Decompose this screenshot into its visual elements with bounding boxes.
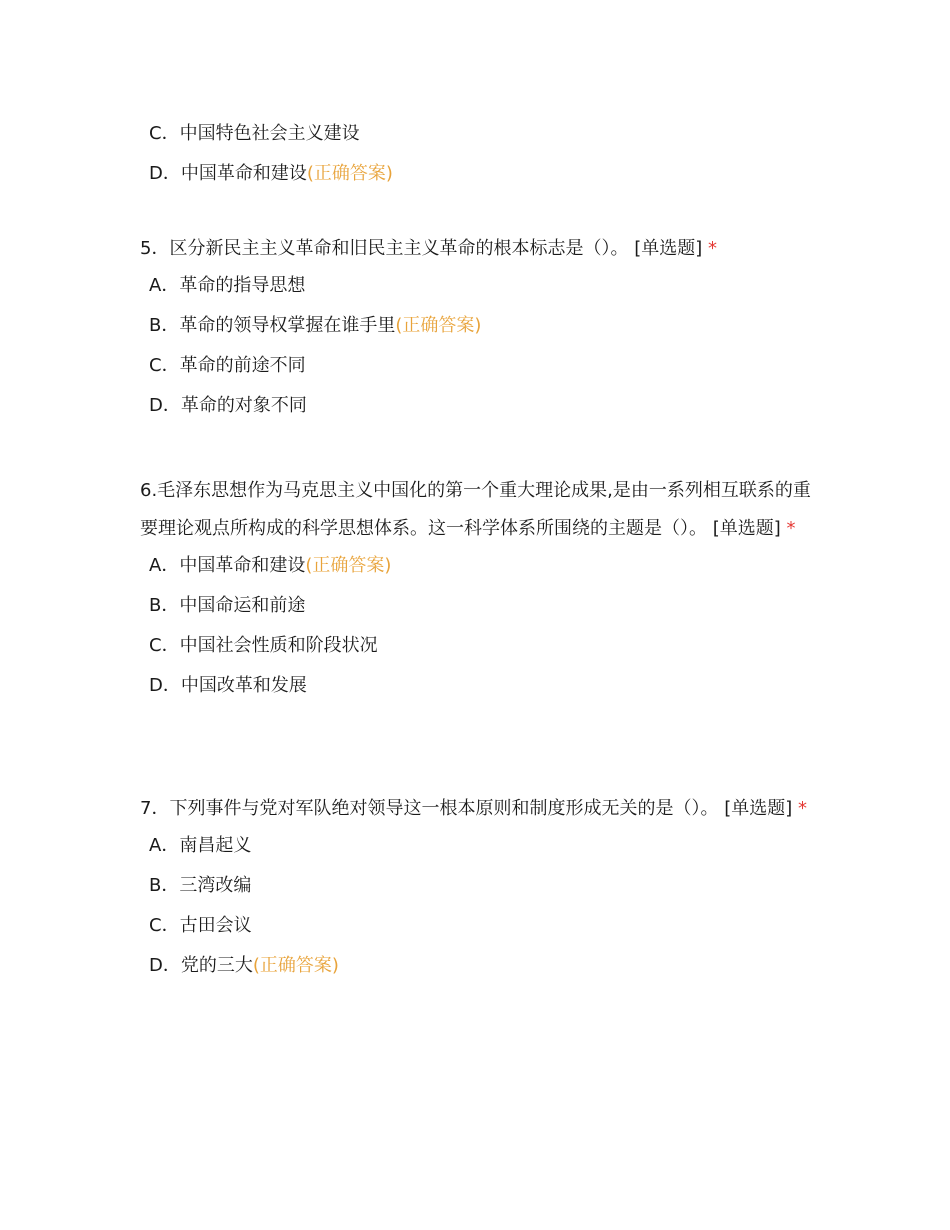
option-text: 中国改革和发展 bbox=[180, 675, 307, 696]
option-d bbox=[140, 674, 820, 714]
correct-answer-tag: (正确答案) bbox=[306, 163, 393, 184]
option-letter: A． bbox=[149, 275, 180, 296]
question-7 bbox=[140, 790, 820, 994]
option-d bbox=[140, 394, 820, 434]
option-text: 中国社会性质和阶段状况 bbox=[179, 635, 378, 656]
option-b bbox=[140, 594, 820, 634]
option-letter: B． bbox=[149, 875, 180, 896]
option-text: 中国特色社会主义建设 bbox=[179, 123, 360, 144]
correct-answer-tag: (正确答案) bbox=[252, 955, 339, 976]
correct-answer-tag: (正确答案) bbox=[395, 315, 482, 336]
option-c bbox=[140, 354, 820, 394]
option-letter: C． bbox=[149, 355, 180, 376]
question-6 bbox=[140, 472, 820, 714]
correct-answer-tag: (正确答案) bbox=[305, 555, 392, 576]
continued-question-options bbox=[140, 122, 820, 202]
option-text: 中国革命和建设 bbox=[180, 163, 307, 184]
question-text: 5．区分新民主主义革命和旧民主主义革命的根本标志是（）。 bbox=[140, 238, 629, 259]
option-letter: B． bbox=[149, 595, 180, 616]
option-letter: C． bbox=[149, 635, 180, 656]
option-letter: A． bbox=[149, 835, 180, 856]
option-text: 中国命运和前途 bbox=[179, 595, 306, 616]
option-a bbox=[140, 554, 820, 594]
option-letter: A． bbox=[149, 555, 180, 576]
option-text: 中国革命和建设 bbox=[179, 555, 306, 576]
option-text: 革命的对象不同 bbox=[180, 395, 307, 416]
option-letter: D． bbox=[149, 675, 181, 696]
option-letter: D． bbox=[149, 395, 181, 416]
option-b bbox=[140, 874, 820, 914]
question-type: [单选题] bbox=[724, 798, 793, 819]
question-text: 7．下列事件与党对军队绝对领导这一根本原则和制度形成无关的是（）。 bbox=[140, 798, 719, 819]
option-c bbox=[140, 122, 820, 162]
option-d bbox=[140, 954, 820, 994]
option-text: 革命的前途不同 bbox=[179, 355, 306, 376]
option-a bbox=[140, 834, 820, 874]
option-text: 党的三大 bbox=[180, 955, 253, 976]
option-a bbox=[140, 274, 820, 314]
question-title bbox=[140, 230, 820, 268]
option-letter: D． bbox=[149, 955, 181, 976]
option-b bbox=[140, 314, 820, 354]
question-title bbox=[140, 472, 820, 548]
option-c bbox=[140, 634, 820, 674]
required-mark: * bbox=[786, 518, 796, 539]
question-title bbox=[140, 790, 820, 828]
option-d bbox=[140, 162, 820, 202]
option-text: 革命的领导权掌握在谁手里 bbox=[179, 315, 396, 336]
option-letter: C． bbox=[149, 123, 180, 144]
option-text: 南昌起义 bbox=[179, 835, 252, 856]
question-type: [单选题] bbox=[712, 518, 781, 539]
question-5 bbox=[140, 230, 820, 434]
option-text: 革命的指导思想 bbox=[179, 275, 306, 296]
required-mark: * bbox=[797, 798, 807, 819]
option-text: 古田会议 bbox=[179, 915, 252, 936]
option-text: 三湾改编 bbox=[179, 875, 252, 896]
question-text: 6.毛泽东思想作为马克思主义中国化的第一个重大理论成果,是由一系列相互联系的重要理论观点所构成的科学思想体系。这一科学体系所围绕的主题是（）。 bbox=[140, 480, 811, 539]
option-letter: B． bbox=[149, 315, 180, 336]
option-letter: C． bbox=[149, 915, 180, 936]
option-c bbox=[140, 914, 820, 954]
option-letter: D． bbox=[149, 163, 181, 184]
required-mark: * bbox=[707, 238, 717, 259]
question-type: [单选题] bbox=[634, 238, 703, 259]
